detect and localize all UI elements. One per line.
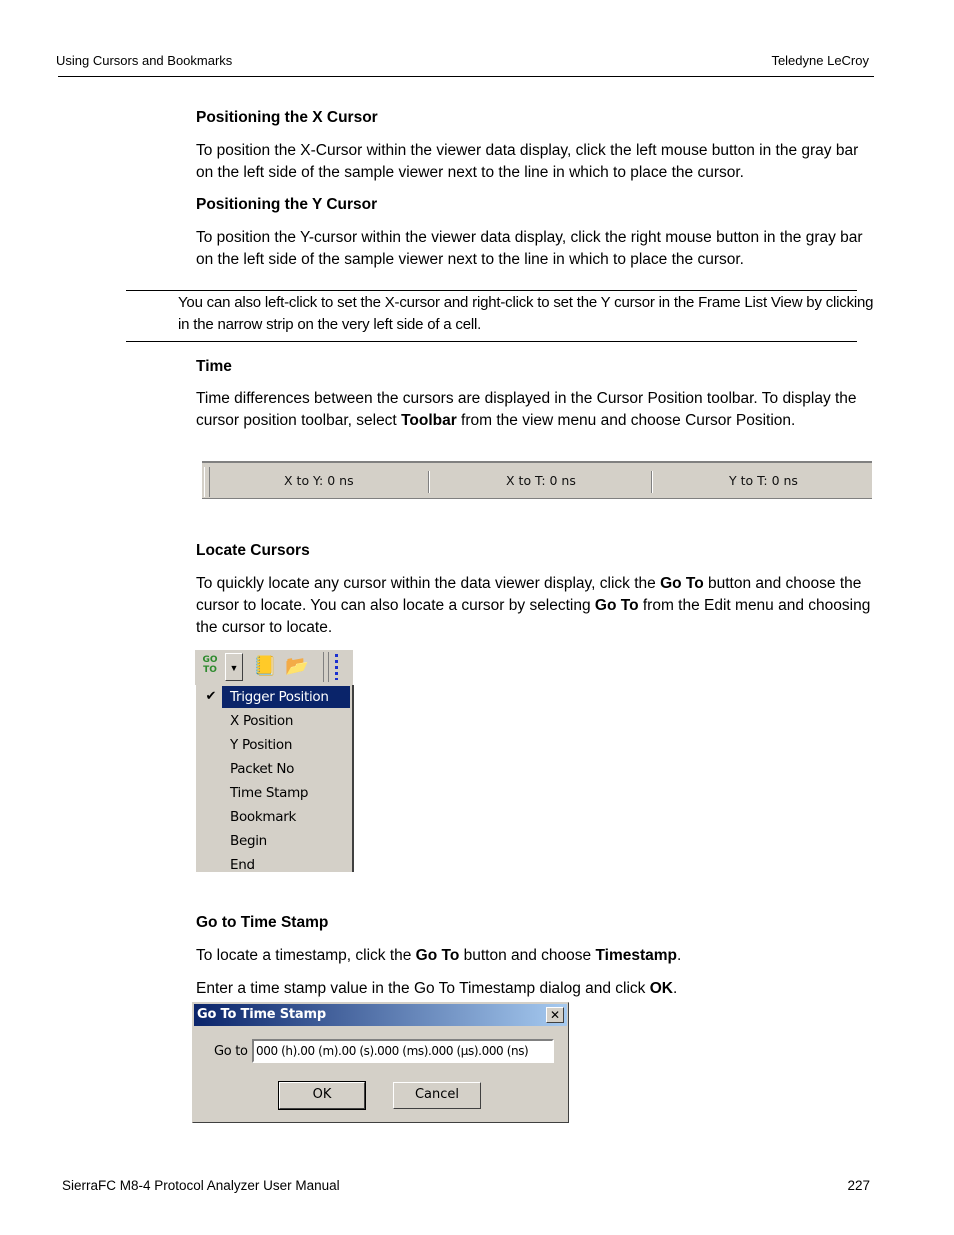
page-number: 227 — [847, 1178, 870, 1193]
goto-toolbar — [195, 650, 353, 685]
text-run: button and choose the cursor to locate. You can also locate a cursor by selecting — [196, 575, 862, 614]
menu-item-trigger-position[interactable]: Trigger Position — [222, 686, 350, 708]
dialog-title: Go To Time Stamp — [197, 1007, 326, 1022]
paragraph-locate-cursors — [196, 573, 872, 639]
go-to-label: Go to — [214, 1044, 248, 1059]
heading-y-cursor: Positioning the Y Cursor — [196, 196, 378, 213]
paragraph-goto-timestamp-2 — [196, 978, 872, 1000]
text-run: . — [677, 947, 682, 964]
paragraph-goto-timestamp-1 — [196, 945, 872, 967]
heading-x-cursor: Positioning the X Cursor — [196, 109, 378, 126]
ok-button[interactable]: OK — [279, 1082, 365, 1109]
heading-locate-cursors: Locate Cursors — [196, 542, 310, 559]
x-to-t-readout: X to T: 0 ns — [506, 473, 576, 488]
bold-text: Toolbar — [401, 412, 457, 429]
heading-time: Time — [196, 358, 232, 375]
menu-item-y-position[interactable]: Y Position — [230, 737, 293, 753]
go-to-time-stamp-dialog — [192, 1002, 569, 1123]
timestamp-input[interactable]: 000 (h).00 (m).00 (s).000 (ms).000 (µs).000 (ns) — [252, 1039, 554, 1063]
footer-manual-title: SierraFC M8-4 Protocol Analyzer User Manual — [62, 1178, 340, 1193]
text-run: button and choose — [459, 947, 596, 964]
menu-item-end[interactable]: End — [230, 857, 255, 873]
text-run: from the Edit menu and choosing the cursor to locate. — [196, 597, 871, 636]
edit-bookmark-icon[interactable]: 📂 — [285, 656, 309, 677]
text-run: Time differences between the cursors are displayed in the Cursor Position toolbar. To display the cursor position toolbar, select — [196, 390, 857, 429]
text-run: Enter a time stamp value in the Go To Timestamp dialog and click — [196, 980, 650, 997]
text-run: . — [673, 980, 678, 997]
bold-text: Go To — [660, 575, 704, 592]
paragraph-x-cursor: To position the X-Cursor within the viewer data display, click the left mouse button in the gray bar on the left side of the sample viewer next to the line in which to place the cursor. — [196, 142, 859, 181]
goto-icon-label: GO — [202, 655, 218, 665]
heading-go-to-time-stamp: Go to Time Stamp — [196, 914, 329, 931]
goto-dropdown-menu — [195, 685, 354, 872]
toolbar-separator — [428, 471, 430, 493]
toolbar-separator — [323, 652, 329, 682]
note-rule-bottom — [126, 341, 857, 342]
toolbar-separator — [651, 471, 653, 493]
goto-dropdown-arrow-icon[interactable]: ▼ — [225, 653, 243, 681]
goto-icon-label: TO — [203, 665, 217, 675]
goto-icon[interactable] — [199, 655, 221, 679]
text-run: from the view menu and choose Cursor Position. — [456, 412, 796, 429]
text-run: To quickly locate any cursor within the data viewer display, click the — [196, 575, 661, 592]
bookmark-icon[interactable]: 📒 — [253, 656, 277, 677]
x-to-y-readout: X to Y: 0 ns — [284, 473, 354, 488]
dialog-title-bar[interactable] — [194, 1004, 567, 1026]
cancel-button[interactable]: Cancel — [393, 1082, 481, 1109]
toolbar-edge-icon — [335, 654, 338, 680]
menu-item-time-stamp[interactable]: Time Stamp — [230, 785, 309, 801]
text-run: To locate a timestamp, click the — [196, 947, 416, 964]
bold-text: Go To — [594, 597, 639, 614]
menu-item-begin[interactable]: Begin — [230, 833, 267, 849]
header-rule — [58, 76, 874, 77]
note-rule-top — [126, 290, 857, 291]
paragraph-time — [196, 388, 872, 432]
check-icon: ✔ — [205, 688, 217, 703]
running-header-right: Teledyne LeCroy — [771, 53, 869, 68]
menu-item-x-position[interactable]: X Position — [230, 713, 294, 729]
bold-text: Timestamp — [595, 947, 678, 964]
paragraph-y-cursor: To position the Y-cursor within the viewer data display, click the right mouse button in the gray bar on the left side of the sample viewer next to the line in which to place the cursor. — [196, 229, 863, 268]
cursor-position-toolbar — [202, 461, 872, 499]
bold-text: Go To — [415, 947, 460, 964]
menu-item-packet-no[interactable]: Packet No — [230, 761, 295, 777]
note-text: You can also left-click to set the X-cursor and right-click to set the Y cursor in the Frame List View by clicking in the narrow strip on the very left side of a cell. — [178, 294, 874, 333]
running-header-left: Using Cursors and Bookmarks — [56, 53, 233, 68]
menu-item-bookmark[interactable]: Bookmark — [230, 809, 296, 825]
toolbar-grip[interactable] — [204, 467, 210, 497]
bold-text: OK — [649, 980, 673, 997]
close-icon[interactable]: ✕ — [546, 1007, 564, 1023]
y-to-t-readout: Y to T: 0 ns — [729, 473, 798, 488]
goto-menu-screenshot — [195, 650, 355, 872]
